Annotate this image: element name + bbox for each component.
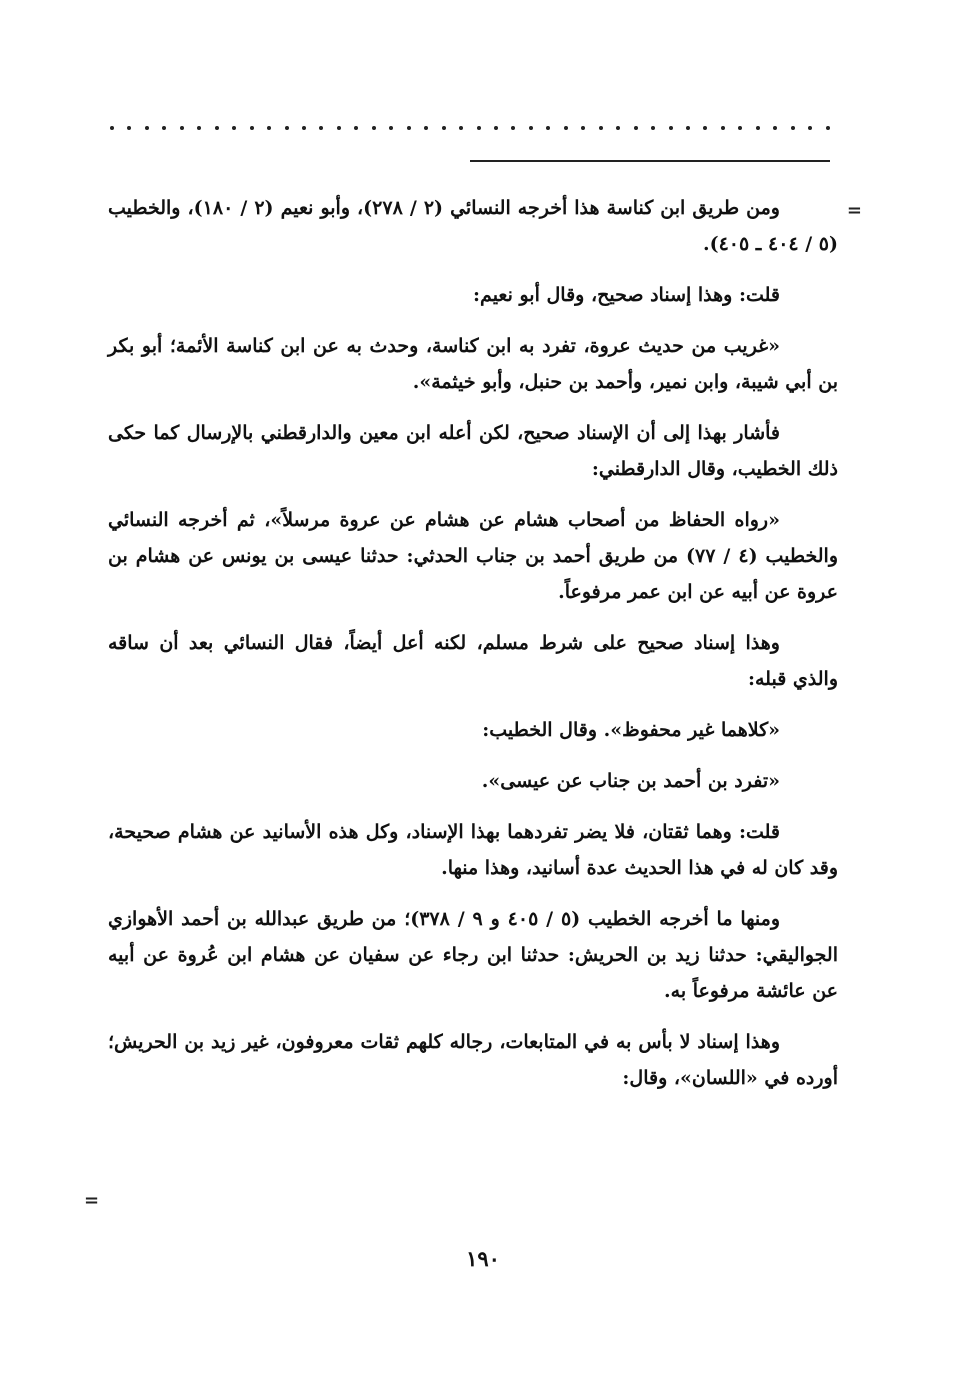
- paragraph: وهذا إسناد صحيح على شرط مسلم، لكنه أعل أيضاً، فقال النسائي بعد أن ساقه والذي قبله:: [108, 632, 838, 690]
- paragraph: فأشار بهذا إلى أن الإسناد صحيح، لكن أعله ابن معين والدارقطني بالإرسال كما حكى ذلك الخطيب، وقال الدارقطني:: [108, 422, 838, 480]
- continuation-mark-bottom: =: [84, 1190, 100, 1211]
- quote-paragraph: «رواه الحفاظ من أصحاب هشام عن هشام عن عروة مرسلاً»، ثم أخرجه النسائي والخطيب (٤ / ٧٧) من طريق أحمد بن جناب الحدثي: حدثنا عيسى بن يونس عن هشام بن عروة عن أبيه عن ابن عمر مرفوعاً.: [108, 509, 838, 603]
- dotted-separator: [110, 118, 830, 138]
- paragraph: ومن طريق ابن كناسة هذا أخرجه النسائي (٢ / ٢٧٨)، وأبو نعيم (٢ / ١٨٠)، والخطيب (٥ / ٤٠٤ ـ ٤٠٥).: [108, 197, 838, 255]
- footnote-rule: [470, 160, 830, 162]
- paragraph: قلت: وهما ثقتان، فلا يضر تفردهما بهذا الإسناد، وكل هذه الأسانيد عن هشام صحيحة، وقد كان له في هذا الحديث عدة أسانيد، وهذا منها.: [108, 821, 838, 879]
- page-number: ١٩٠: [466, 1246, 500, 1271]
- paragraph: وهذا إسناد لا بأس به في المتابعات، رجاله كلهم ثقات معروفون، غير زيد بن الحريش؛ أورده في «اللسان»، وقال:: [108, 1031, 838, 1089]
- paragraph: قلت: وهذا إسناد صحيح، وقال أبو نعيم:: [473, 284, 780, 306]
- continuation-mark-top: =: [846, 200, 862, 221]
- paragraph: ومنها ما أخرجه الخطيب (٥ / ٤٠٥ و ٩ / ٣٧٨)؛ من طريق عبدالله بن أحمد الأهوازي الجواليقي: حدثنا زيد بن الحريش: حدثنا ابن رجاء عن سفيان عن هشام ابن عُروة عن أبيه عن عائشة مرفوعاً به.: [108, 908, 838, 1002]
- quote-paragraph: «تفرد بن أحمد بن جناب عن عيسى».: [481, 770, 780, 792]
- quote-paragraph: «كلاهما غير محفوظ». وقال الخطيب:: [482, 719, 780, 741]
- footnote-body: [108, 190, 838, 1111]
- quote-paragraph: «غريب من حديث عروة، تفرد به ابن كناسة، وحدث به عن ابن كناسة الأئمة؛ أبو بكر بن أبي شيبة، وابن نمير، وأحمد بن حنبل، وأبو خيثمة».: [108, 335, 838, 393]
